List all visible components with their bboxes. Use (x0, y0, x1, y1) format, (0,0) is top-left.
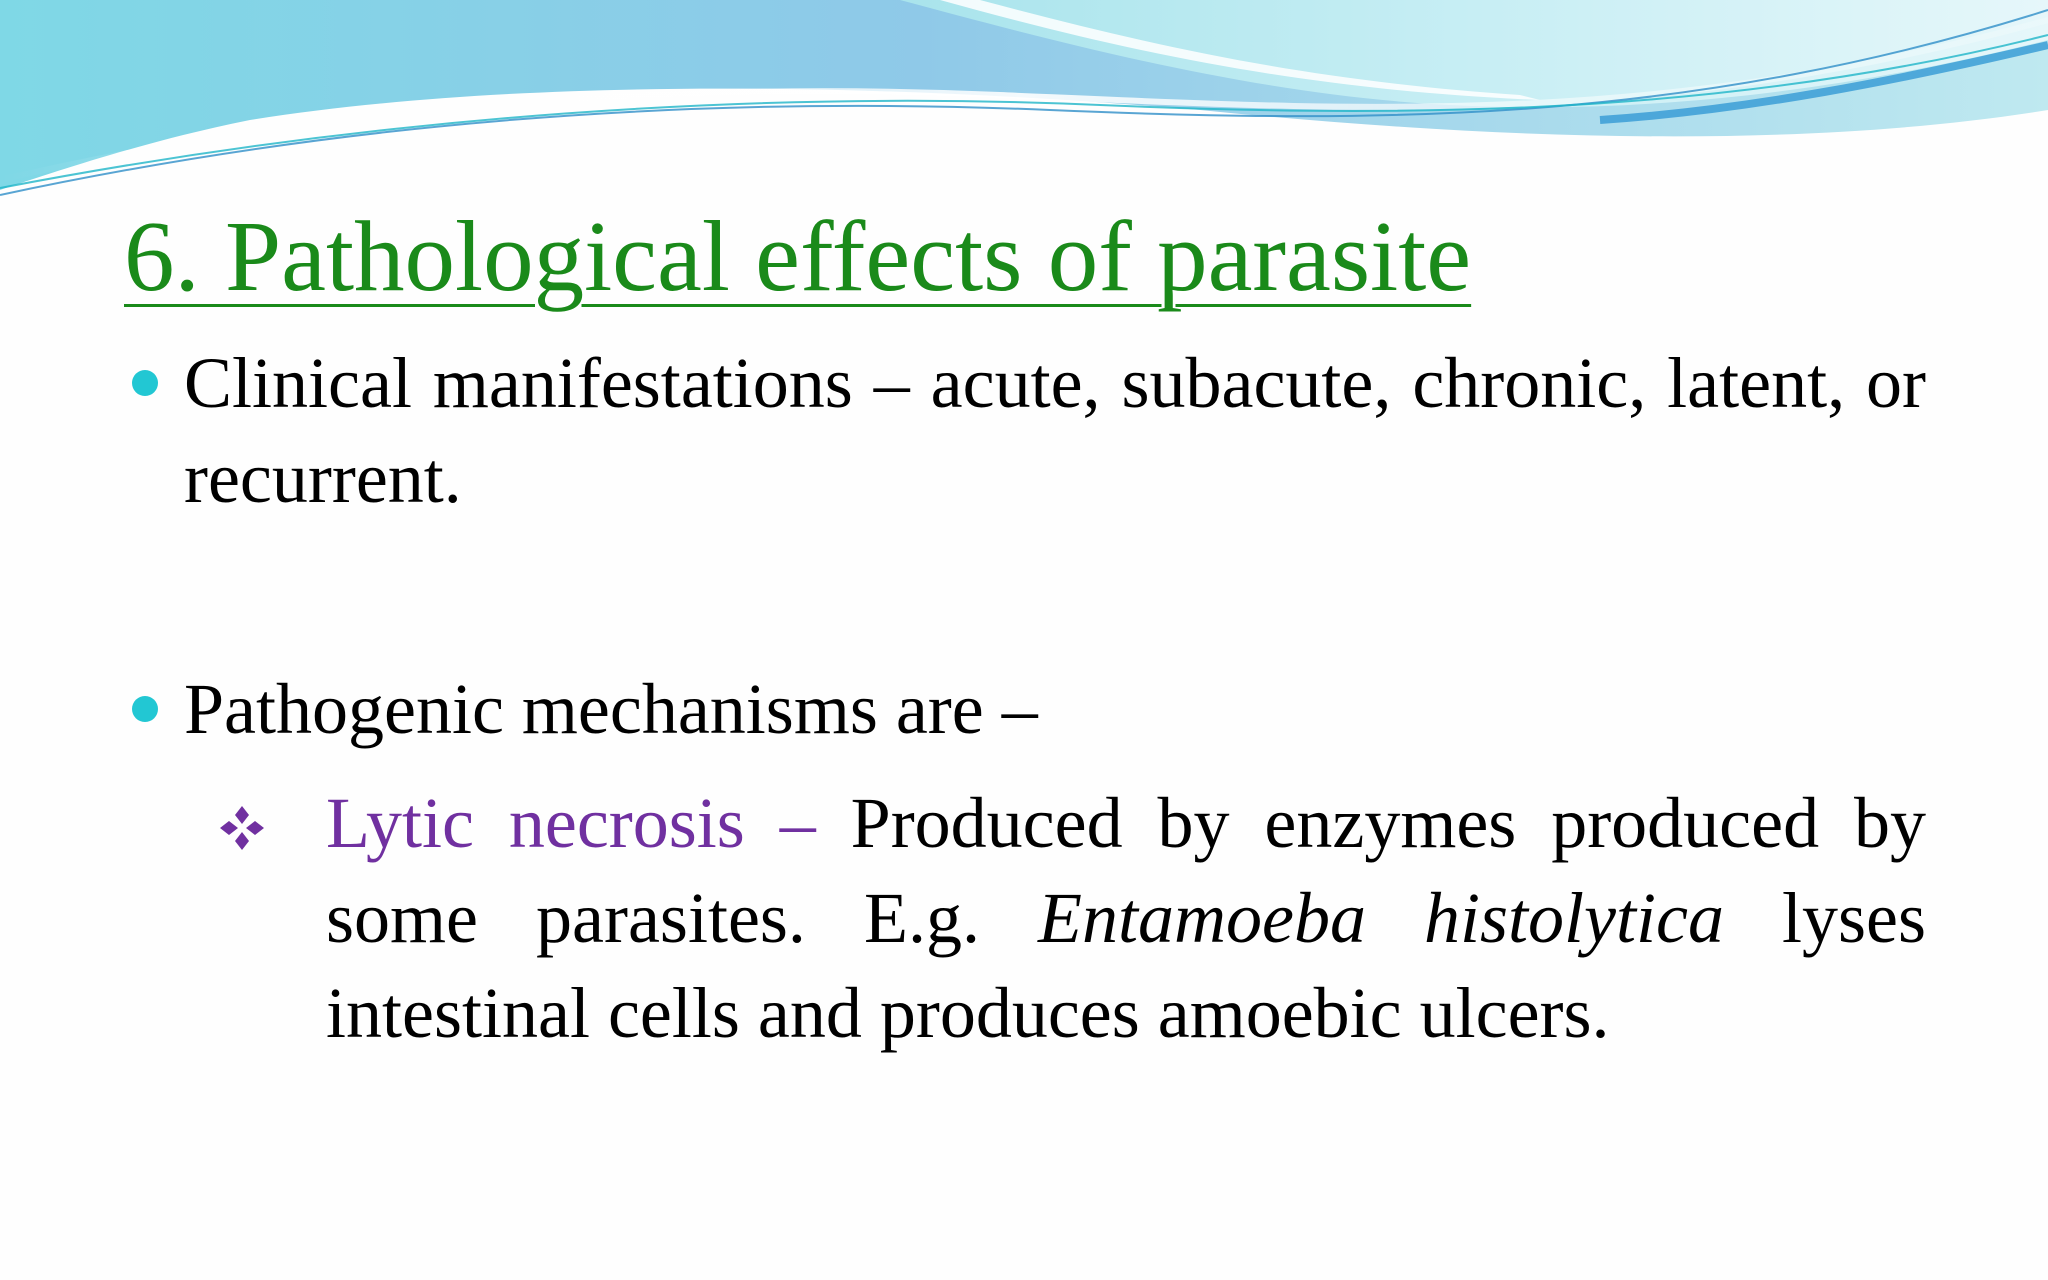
sub-bullet-text-part-1: Produced by enzymes produced by some parasites. E.g. (326, 783, 1927, 958)
sub-bullet-item-lytic-necrosis (326, 776, 1926, 1061)
wave-header-decoration (0, 0, 2048, 220)
bullet-text: Pathogenic mechanisms are – (184, 669, 1038, 749)
sub-bullet-text-part-2: lyses intestinal cells and produces amoebic ulcers. (326, 878, 1927, 1053)
four-diamond-bullet-icon (214, 800, 270, 856)
teal-circle-bullet-icon (132, 370, 158, 396)
term-lytic-necrosis: Lytic necrosis – (326, 783, 816, 863)
slide-title: 6. Pathological effects of parasite (124, 200, 1472, 312)
species-name: Entamoeba histolytica (1038, 878, 1724, 958)
bullet-item-clinical-manifestations (184, 336, 1926, 526)
bullet-text: Clinical manifestations – acute, subacute, chronic, latent, or recurrent. (184, 343, 1926, 518)
bullet-item-pathogenic-mechanisms (184, 662, 1926, 757)
teal-circle-bullet-icon (132, 696, 158, 722)
